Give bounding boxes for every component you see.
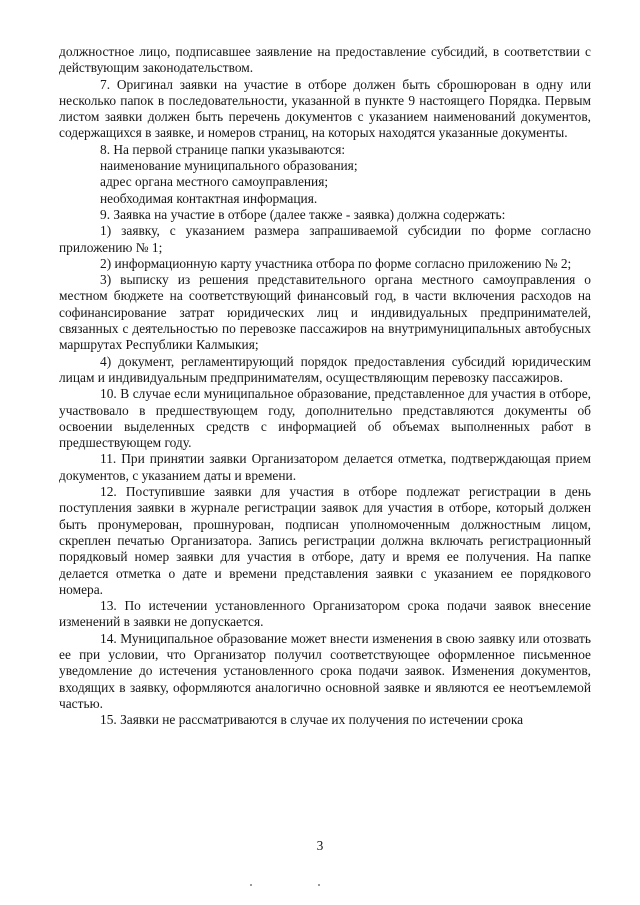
scan-speck [318,884,320,886]
scan-speck [250,884,252,886]
paragraph-item-15: 15. Заявки не рассматриваются в случае их получения по истечении срока [100,712,524,728]
paragraph-item-9: 9. Заявка на участие в отборе (далее также - заявка) должна содержать: [100,206,506,222]
page-number: 3 [316,838,324,853]
paragraph: должностное лицо, подписавшее заявление на предоставление субсидий, в соответствии с действующим законодательством. [59,44,591,76]
paragraph-item-11: 11. При принятии заявки Организатором делается отметка, подтверждающая прием документов, с указанием даты и времени. [59,451,591,483]
paragraph-item-12: 12. Поступившие заявки для участия в отборе подлежат регистрации в день поступления заявки в журнале регистрации заявок для участия в отборе, который должен быть пронумерован, прошнурован, подписан уполномоченным должностным лицом, скреплен печатью Организатора. Запись регистрации должна включать регистрационный порядковый номер заявки для участия в отборе, дату и время ее получения. На папке делается отметка о дате и времени представления заявки с указанием ее порядкового номера. [59,484,591,597]
subitem-4: 4) документ, регламентирующий порядок предоставления субсидий юридическим лицам и индивидуальным предпринимателям, осуществляющим перевозку пассажиров. [59,353,591,385]
list-line: необходимая контактная информация. [100,190,318,206]
paragraph-item-10: 10. В случае если муниципальное образование, представленное для участия в отборе, участвовало в предшествующем году, дополнительно представляются документы об освоении выделенных средств с информацией об объемах выполненных работ в предшествующем году. [59,386,591,451]
subitem-1: 1) заявку, с указанием размера запрашиваемой субсидии по форме согласно приложению № 1; [59,223,591,255]
document-body [59,44,591,728]
list-line: наименование муниципального образования; [100,158,358,174]
paragraph-item-7: 7. Оригинал заявки на участие в отборе должен быть сброшюрован в одну или несколько папок в последовательности, указанной в пункте 9 настоящего Порядка. Первым листом заявки должен быть перечень документов с указанием наименований документов, содержащихся в заявке, и номеров страниц, на которых находятся указанные документы. [59,76,591,141]
subitem-3: 3) выписку из решения представительного органа местного самоуправления о местном бюджете на соответствующий финансовый год, в части включения расходов на софинансирование затрат юридических лиц и индивидуальных предпринимателей, связанных с деятельностью по перевозке пассажиров на внутримуниципальных автобусных маршрутах Республики Калмыкия; [59,272,591,353]
paragraph-item-13: 13. По истечении установленного Организатором срока подачи заявок внесение изменений в заявки не допускается. [59,598,591,630]
paragraph-item-8: 8. На первой странице папки указываются: [100,141,346,157]
subitem-2: 2) информационную карту участника отбора по форме согласно приложению № 2; [100,255,572,271]
paragraph-item-14: 14. Муниципальное образование может внести изменения в свою заявку или отозвать ее при условии, что Организатор получил соответствующее оформленное письменное уведомление до истечения установленного срока подачи заявок. Изменения документов, входящих в заявку, оформляются аналогично основной заявке и являются ее неотъемлемой частью. [59,630,591,711]
list-line: адрес органа местного самоуправления; [100,174,329,190]
